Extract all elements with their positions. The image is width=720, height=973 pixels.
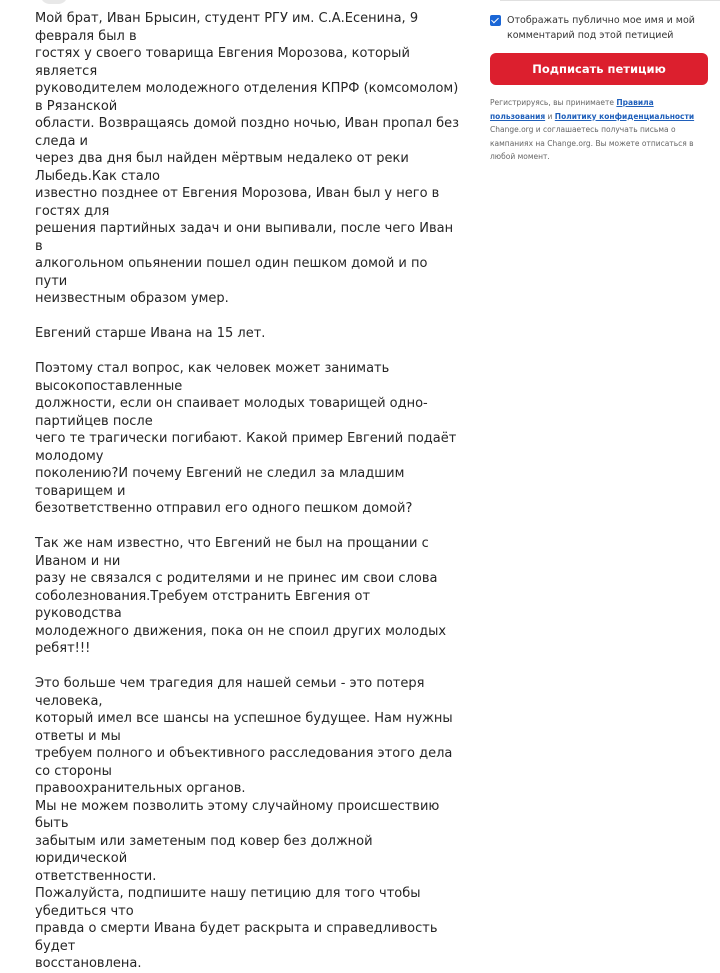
sign-sidebar [490, 0, 720, 578]
story-paragraph: Мы не можем позволить этому случайному происшествию быть забытым или заметеным под ковер без должной юридической ответственности. [35, 798, 440, 884]
display-name-consent[interactable] [490, 13, 710, 43]
story-paragraph: Евгений старше Ивана на 15 лет. [35, 326, 266, 341]
signup-disclaimer [490, 96, 708, 164]
story-paragraph: Пожалуйста, подпишите нашу петицию для того чтобы убедиться что правда о смерти Ивана будет раскрыта и справедливость будет восстановлена. [35, 886, 438, 971]
story-paragraph: Мой брат, Иван Брысин, студент РГУ им. С.А.Есенина, 9 февраля был в гостях у своего товарища Евгения Морозова, который является руководителем молодежного отделения КПРФ (комсомолом) в Рязанской области. Возвращаясь домой поздно ночью, Иван пропал без следа и через два дня был найден мёртвым недалеко от реки Лыбедь.Как стало известно позднее от Евгения Морозова, Иван был у него в гостях для решения партийных задач и они выпивали, после чего Иван в алкогольном опьянении пошел один пешком домой и по пути неизвестным образом умер. [35, 11, 460, 306]
disclaimer-prefix: Регистрируясь, вы принимаете [490, 98, 617, 107]
privacy-link[interactable]: Политику конфиденциальности [554, 111, 695, 121]
petition-story [35, 10, 460, 973]
story-paragraph: Поэтому стал вопрос, как человек может занимать высокопоставленные должности, если он спаивает молодых товарищей одно-партийцев после чего те трагически погибают. Какой пример Евгений подаёт молодому поколению?И почему Евгений не следил за младшим товарищем и безответственно отправил его одного пешком домой? [35, 361, 457, 516]
terms-link[interactable]: Правила пользования [490, 98, 654, 121]
display-name-checkbox[interactable] [490, 15, 501, 26]
sign-petition-button[interactable]: Подписать петицию [490, 53, 708, 85]
story-paragraph: Так же нам известно, что Евгений не был на прощании с Иваном и ни разу не связался с родителями и не принес им свои слова соболезнования.Требуем отстранить Евгения от руководства молодежного движения, пока он не споил других молодых ребят!!! [35, 536, 447, 656]
disclaimer-and: и [545, 111, 555, 121]
consent-label: Отображать публично мое имя и мой комментарий под этой петицией [507, 15, 695, 41]
disclaimer-suffix: Change.org и соглашаетесь получать письма о кампаниях на Change.org. Вы можете отписаться в любой момент. [490, 125, 694, 161]
story-paragraph: Это больше чем трагедия для нашей семьи - это потеря человека, который имел все шансы на успешное будущее. Нам нужны ответы и мы требуем полного и объективного расследования этого дела со стороны правоохранительных органов. [35, 676, 453, 796]
